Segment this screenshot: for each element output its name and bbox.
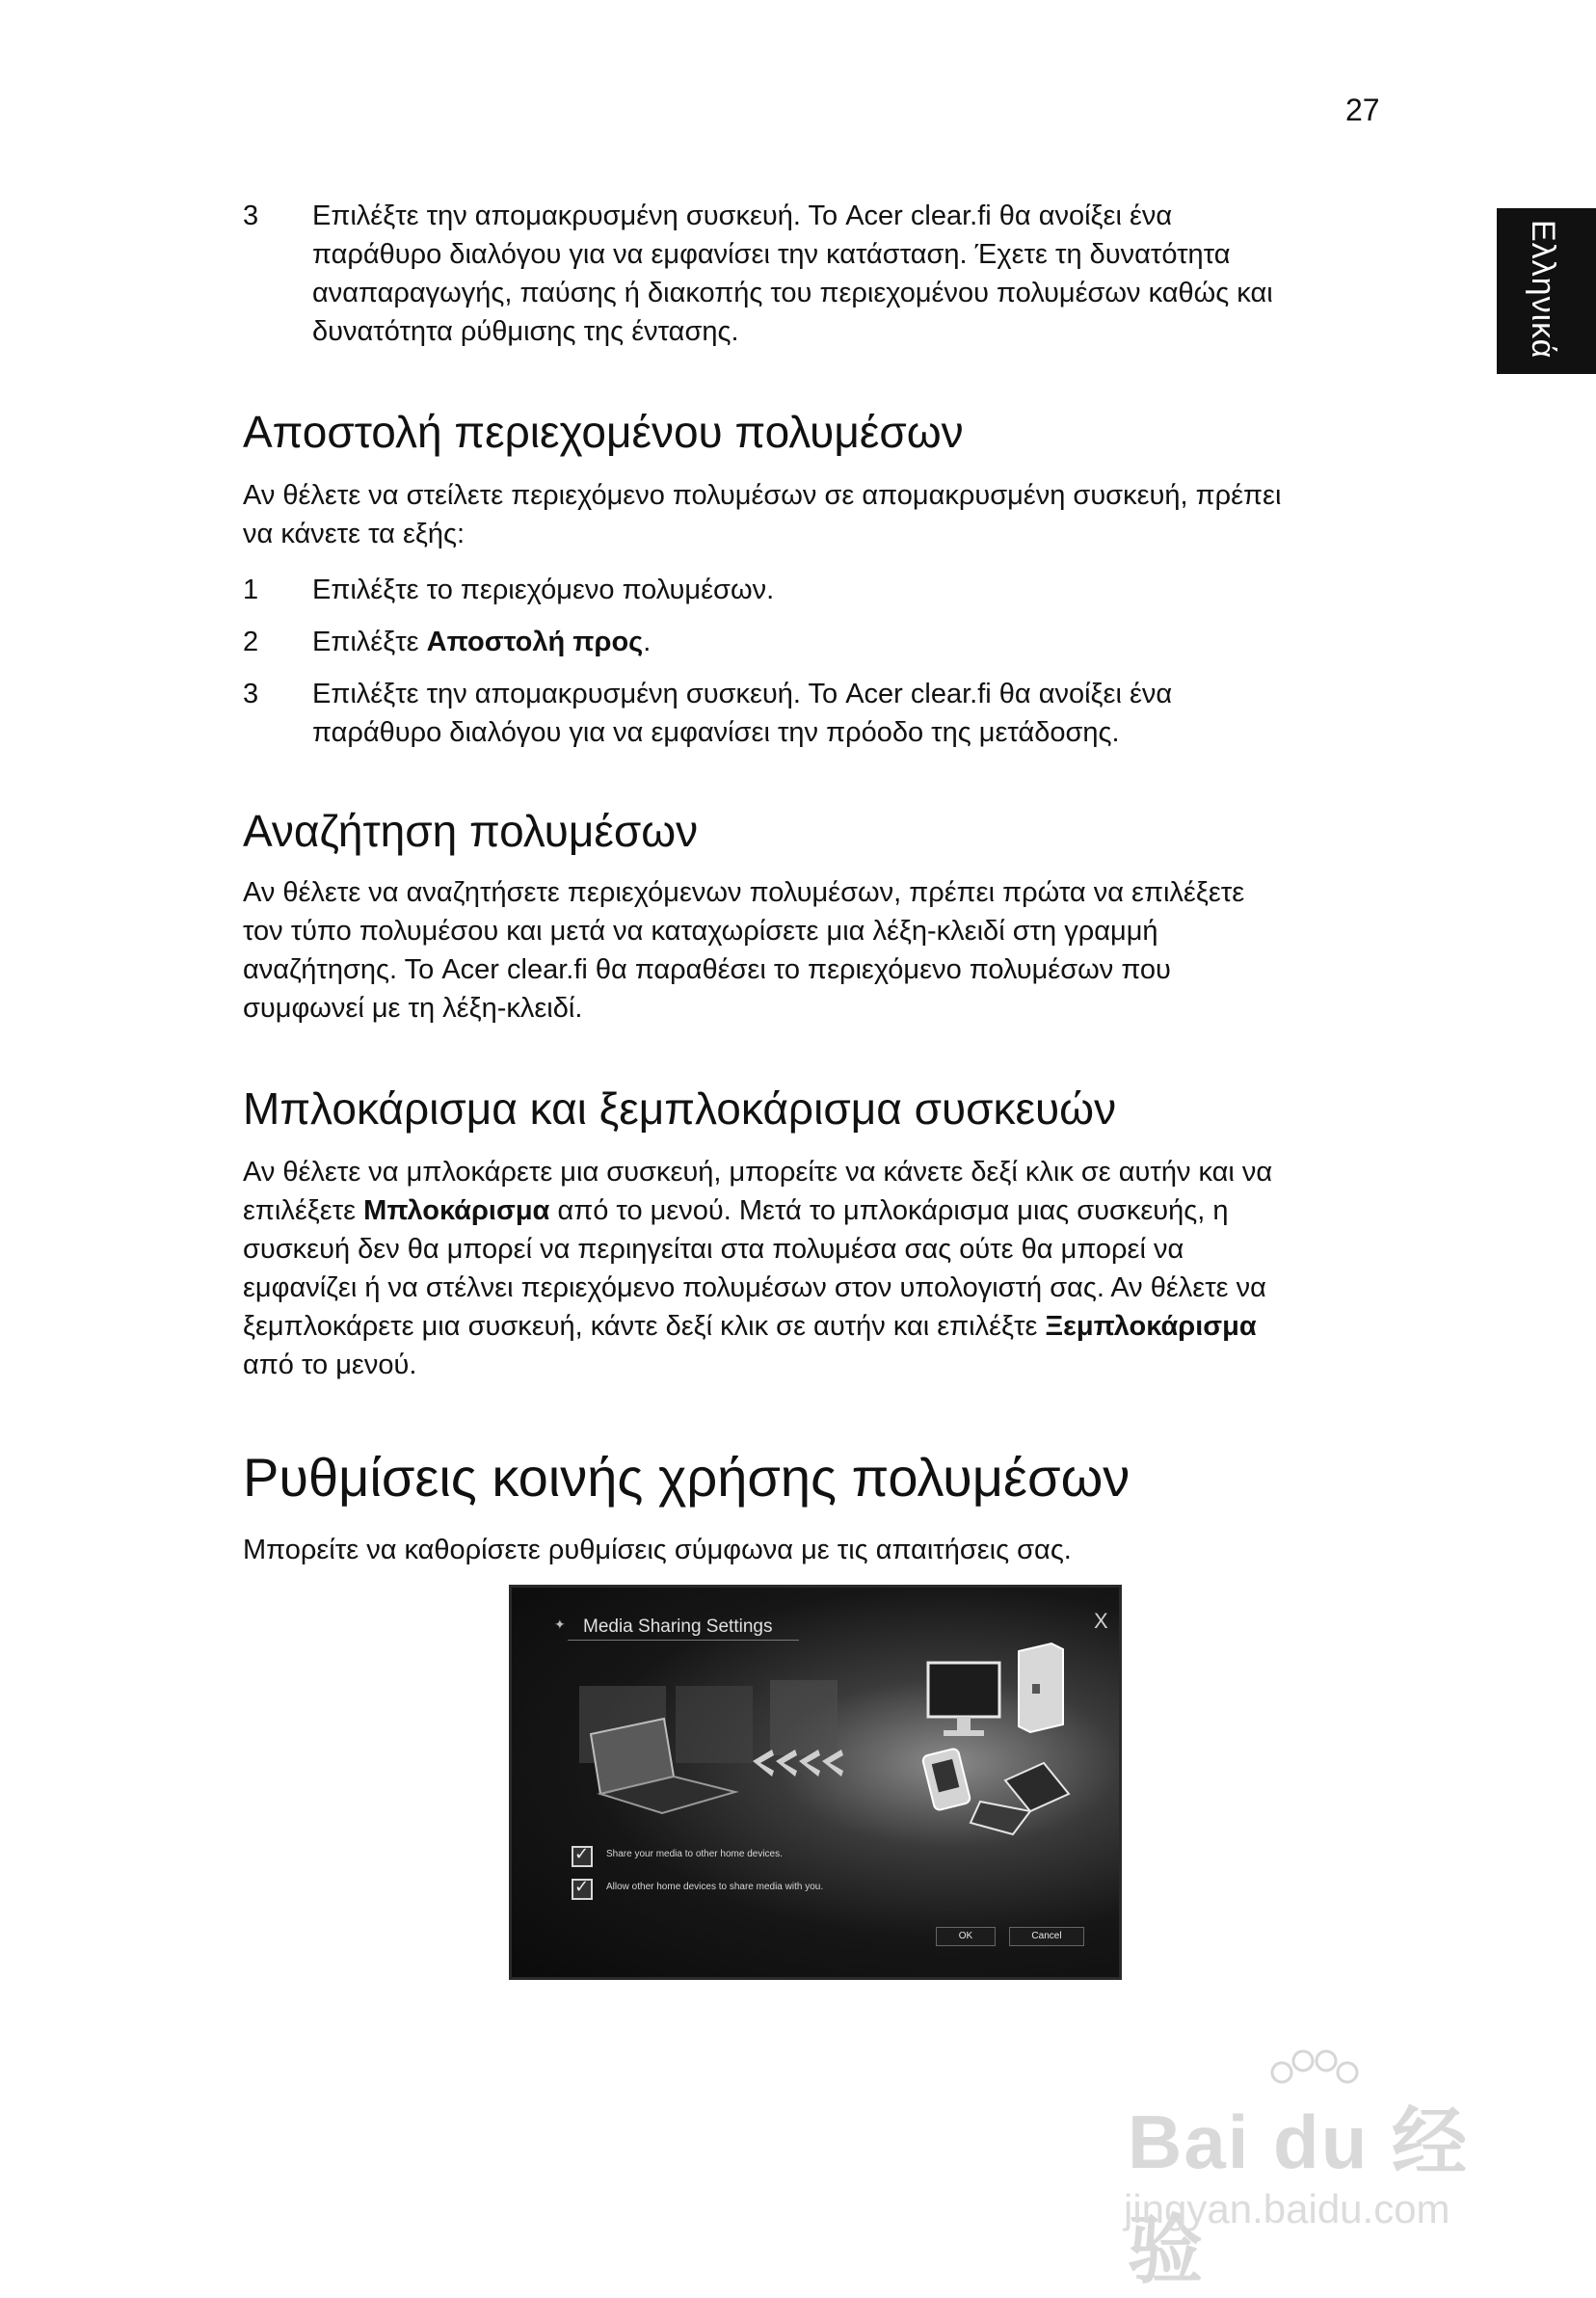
dialog-title: Media Sharing Settings (583, 1617, 773, 1637)
para-line (243, 1191, 1390, 1230)
send-step-3 (243, 675, 1390, 752)
step-line: Επιλέξτε την απομακρυσμένη συσκευή. Το Acer clear.fi θα ανοίξει ένα (312, 200, 1173, 231)
share-media-label: Share your media to other home devices. (606, 1849, 783, 1859)
send-intro (243, 476, 1390, 553)
step-prefix: Επιλέξτε (312, 627, 427, 657)
step-suffix: . (643, 627, 652, 657)
step-text: Επιλέξτε το περιεχόμενο πολυμέσων. (312, 574, 775, 605)
step-number: 1 (243, 574, 259, 605)
media-sharing-dialog-screenshot (509, 1585, 1122, 1980)
step-text (312, 197, 1390, 351)
block-label: Μπλοκάρισμα (363, 1195, 550, 1226)
intro-line: Αν θέλετε να στείλετε περιεχόμενο πολυμέσων σε απομακρυσμένη συσκευή, πρέπει (243, 480, 1282, 511)
para-line: από το μενού. (243, 1349, 417, 1380)
settings-paragraph: Μπορείτε να καθορίσετε ρυθμίσεις σύμφωνα με τις απαιτήσεις σας. (243, 1535, 1072, 1565)
language-tab (1497, 208, 1596, 374)
step-number: 2 (243, 627, 259, 657)
para-line: Αν θέλετε να μπλοκάρετε μια συσκευή, μπορείτε να κάνετε δεξί κλικ σε αυτήν και να (243, 1157, 1273, 1188)
allow-share-label: Allow other home devices to share media with you. (606, 1882, 824, 1892)
phone-icon (922, 1748, 971, 1810)
watermark-url: jingyan.baidu.com (1124, 2186, 1450, 2231)
text-prefix: επιλέξετε (243, 1195, 364, 1226)
cancel-button[interactable]: Cancel (1009, 1927, 1084, 1946)
step-line: αναπαραγωγής, παύσης ή διακοπής του περιεχομένου πολυμέσων καθώς και (312, 278, 1273, 308)
sparkle-icon: ✦ (554, 1617, 566, 1632)
heading-block-devices: Μπλοκάρισμα και ξεμπλοκάρισμα συσκευών (243, 1083, 1117, 1134)
heading-send-media: Αποστολή περιεχομένου πολυμέσων (243, 407, 964, 457)
step-number: 3 (243, 200, 259, 231)
heading-search-media: Αναζήτηση πολυμέσων (243, 806, 699, 856)
page-number: 27 (1345, 93, 1380, 127)
allow-share-checkbox[interactable] (572, 1879, 593, 1900)
baidu-watermark (1108, 2044, 1513, 2292)
media-tile (770, 1680, 838, 1755)
para-line (243, 1307, 1390, 1346)
step-text (312, 623, 1390, 661)
top-step-3 (243, 197, 1390, 351)
heading-media-sharing-settings: Ρυθμίσεις κοινής χρήσης πολυμέσων (243, 1447, 1130, 1508)
close-icon[interactable]: X (1094, 1609, 1108, 1633)
para-line: συμφωνεί με τη λέξη-κλειδί. (243, 993, 583, 1024)
ok-button[interactable]: OK (936, 1927, 996, 1946)
intro-line: να κάνετε τα εξής: (243, 519, 466, 549)
text-suffix: από το μενού. Μετά το μπλοκάρισμα μιας συσκευής, η (549, 1195, 1229, 1226)
para-line: Αν θέλετε να αναζητήσετε περιεχόμενων πολυμέσων, πρέπει πρώτα να επιλέξετε (243, 877, 1245, 908)
watermark-logo-text: Bai du 经验 (1128, 2099, 1470, 2292)
search-paragraph (243, 873, 1390, 1028)
step-text (312, 675, 1390, 752)
step-line: παράθυρο διαλόγου για να εμφανίσει την πρόοδο της μετάδοσης. (312, 717, 1120, 748)
unblock-label: Ξεμπλοκάρισμα (1045, 1311, 1257, 1342)
desktop-tower-icon (1019, 1643, 1063, 1732)
language-tab-label: Ελληνικά (1525, 220, 1561, 360)
devices-illustration (512, 1588, 1122, 1980)
text-prefix: ξεμπλοκάρετε μια συσκευή, κάντε δεξί κλικ σε αυτήν και επιλέξτε (243, 1311, 1046, 1342)
step-line: δυνατότητα ρύθμισης της έντασης. (312, 316, 739, 347)
step-number: 3 (243, 679, 259, 709)
share-media-checkbox[interactable] (572, 1846, 593, 1867)
step-line: παράθυρο διαλόγου για να εμφανίσει την κατάσταση. Έχετε τη δυνατότητα (312, 239, 1231, 270)
step-line: Επιλέξτε την απομακρυσμένη συσκευή. Το Acer clear.fi θα ανοίξει ένα (312, 679, 1173, 709)
small-laptop-icon (971, 1763, 1069, 1834)
para-line: εμφανίζει ή να στέλνει περιεχόμενο πολυμέσων στον υπολογιστή σας. Αν θέλετε να (243, 1272, 1266, 1303)
media-tile (676, 1686, 753, 1763)
send-to-label: Αποστολή προς (426, 627, 644, 657)
para-line: τον τύπο πολυμέσου και μετά να καταχωρίσετε μια λέξη-κλειδί στη γραμμή (243, 916, 1158, 947)
send-step-2 (243, 623, 1390, 661)
monitor-icon (928, 1663, 999, 1736)
send-step-1 (243, 571, 1390, 609)
para-line: συσκευή δεν θα μπορεί να περιηγείται στα πολυμέσα σας ούτε θα μπορεί να (243, 1234, 1184, 1265)
para-line: αναζήτησης. Το Acer clear.fi θα παραθέσει το περιεχόμενο πολυμέσων που (243, 954, 1171, 985)
block-paragraph (243, 1153, 1390, 1384)
